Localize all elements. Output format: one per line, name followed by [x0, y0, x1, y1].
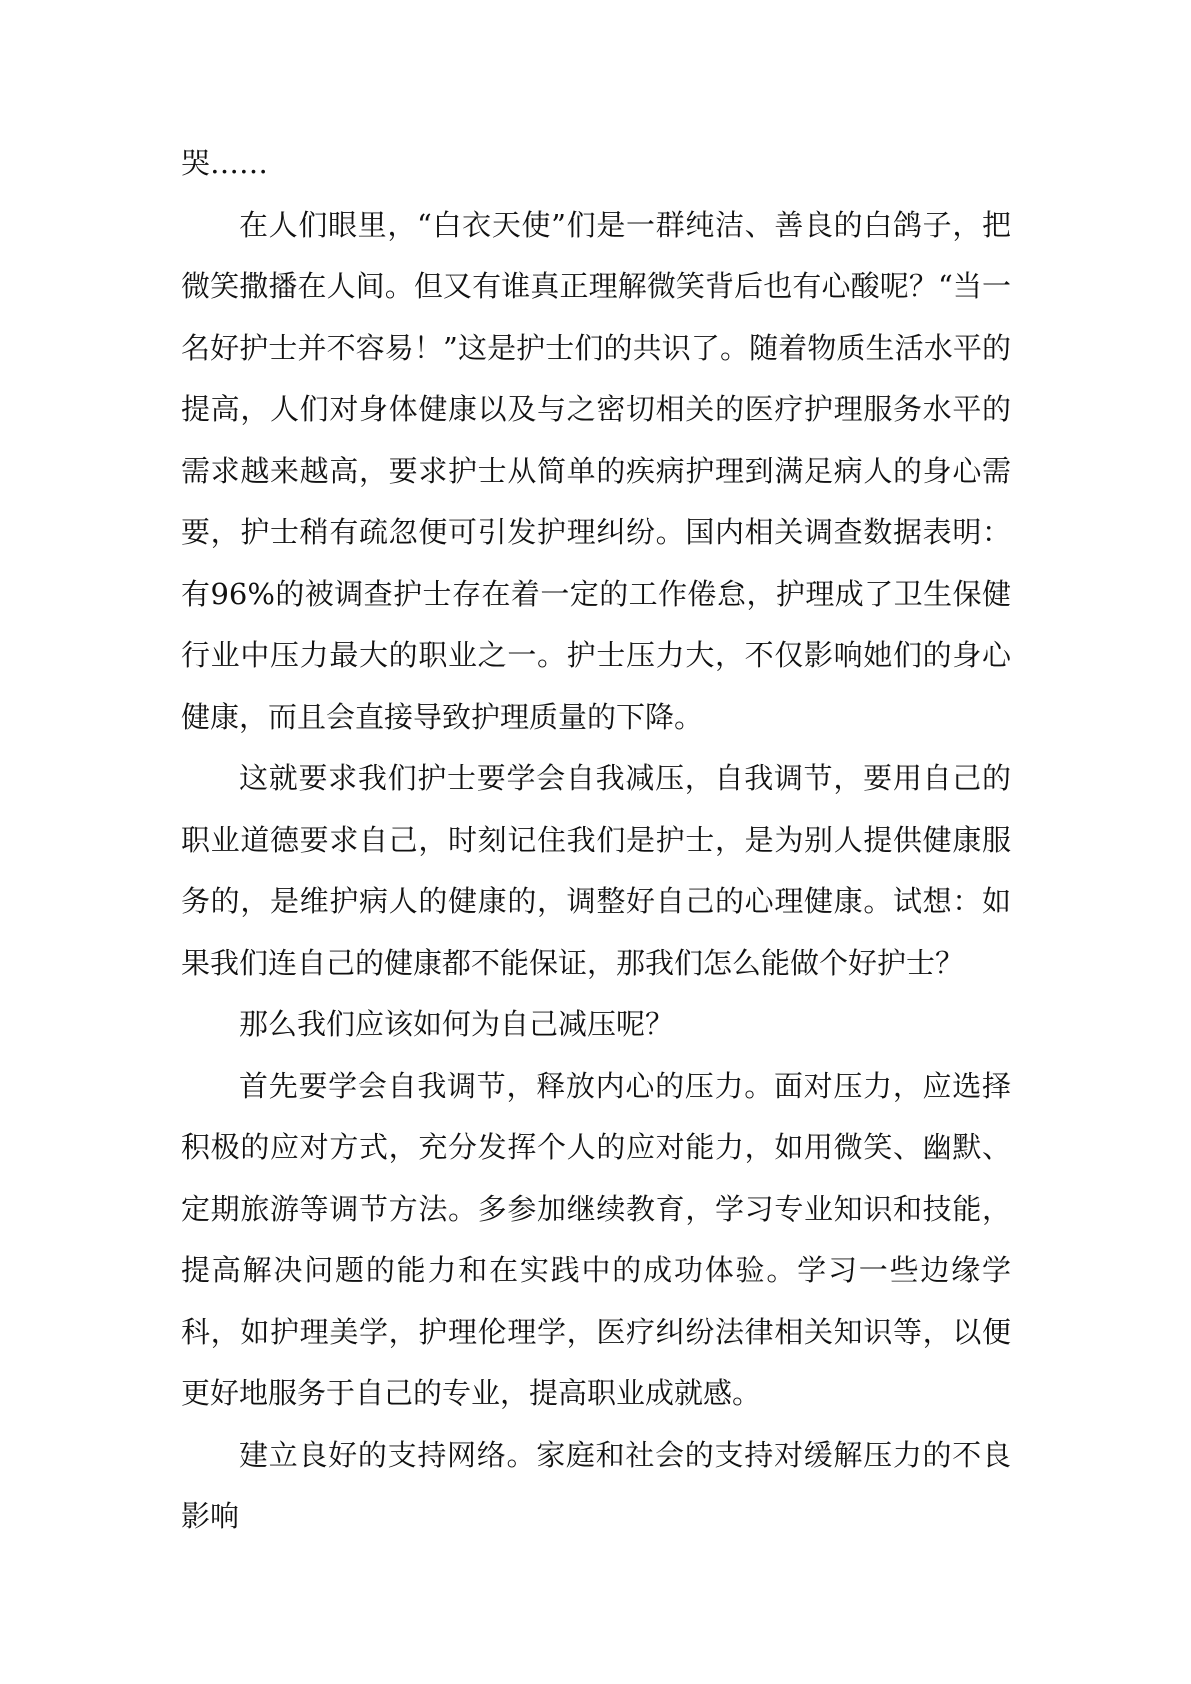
paragraph-continuation: 哭……: [181, 146, 269, 180]
paragraph-support-network: 建立良好的支持网络。家庭和社会的支持对缓解压力的不良影响: [181, 1437, 1011, 1533]
paragraph-first-method: 首先要学会自我调节，释放内心的压力。面对压力，应选择积极的应对方式，充分发挥个人的应对能力，如用微笑、幽默、定期旅游等调节方法。多参加继续教育，学习专业知识和技能，提高解决问题的能力和在实践中的成功体验。学习一些边缘学科，如护理美学，护理伦理学，医疗纠纷法律相关知识等，以便更好地服务于自己的专业，提高职业成就感。: [181, 1068, 1011, 1410]
paragraph-self-regulation: 这就要求我们护士要学会自我减压，自我调节，要用自己的职业道德要求自己，时刻记住我们是护士，是为别人提供健康服务的，是维护病人的健康的，调整好自己的心理健康。试想：如果我们连自己的健康都不能保证，那我们怎么能做个好护士？: [181, 761, 1011, 980]
document-page: [181, 133, 1011, 1548]
paragraph-question: 那么我们应该如何为自己减压呢？: [239, 1007, 675, 1041]
paragraph-nurse-stress: 在人们眼里，“白衣天使”们是一群纯洁、善良的白鸽子，把微笑撒播在人间。但又有谁真正理解微笑背后也有心酸呢？“当一名好护士并不容易！”这是护士们的共识了。随着物质生活水平的提高，人们对身体健康以及与之密切相关的医疗护理服务水平的需求越来越高，要求护士从简单的疾病护理到满足病人的身心需要，护士稍有疏忽便可引发护理纠纷。国内相关调查数据表明：有96%的被调查护士存在着一定的工作倦怠，护理成了卫生保健行业中压力最大的职业之一。护士压力大，不仅影响她们的身心健康，而且会直接导致护理质量的下降。: [181, 207, 1011, 734]
